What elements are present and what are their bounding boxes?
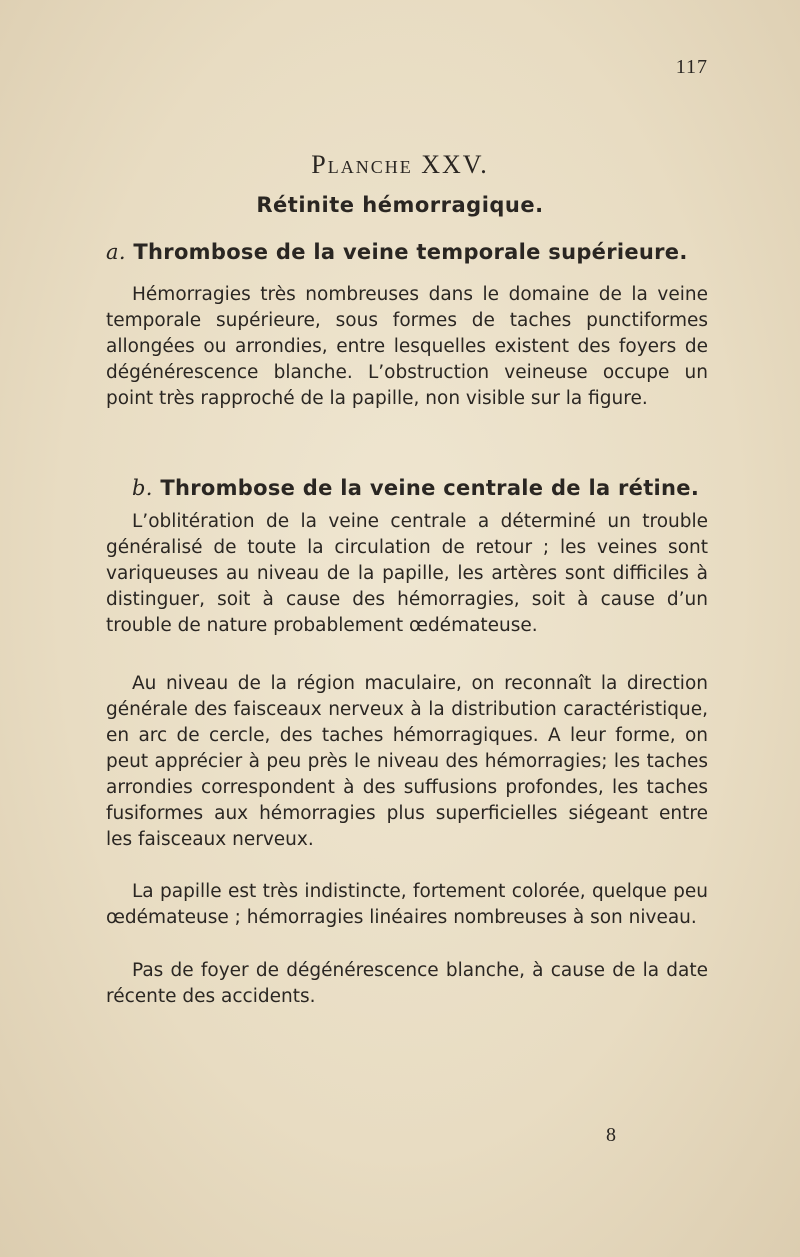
section-b-heading	[132, 476, 699, 500]
section-a-title: Thrombose de la veine temporale supérieure.	[133, 240, 688, 264]
plate-title: Planche XXV.	[311, 150, 489, 179]
section-b-title: Thrombose de la veine centrale de la rétine.	[160, 476, 700, 500]
page-number: 117	[675, 56, 708, 78]
section-a-paragraph: Hémorragies très nombreuses dans le domaine de la veine temporale supérieure, sous formes de taches punctiformes allongées ou arrondies, entre lesquelles existent des foyers de dégénérescence blanche. L’obstruction veineuse occupe un point très rapproché de la papille, non visible sur la figure.	[106, 284, 708, 409]
page-heading: Rétinite hémorragique.	[256, 193, 544, 217]
section-b-paragraph-1: L’oblitération de la veine centrale a déterminé un trouble généralisé de toute la circulation de retour ; les veines sont variqueuses au niveau de la papille, les artères sont difficiles à distinguer, soit à cause des hémorragies, soit à cause d’un trouble de nature probablement œdémateuse.	[106, 511, 708, 636]
section-b-letter: b.	[132, 476, 153, 500]
section-b-paragraph-2: Au niveau de la région maculaire, on reconnaît la direction générale des faisceaux nerveux à la distribution caractéristique, en arc de cercle, des taches hémorragiques. A leur forme, on peut apprécier à peu près le niveau des hémorragies; les taches arrondies correspondent à des suffusions profondes, les taches fusiformes aux hémorragies plus superficielles siégeant entre les faisceaux nerveux.	[106, 673, 708, 850]
section-a-heading	[106, 240, 688, 264]
section-a-letter: a.	[106, 240, 126, 264]
section-b-paragraph-4: Pas de foyer de dégénérescence blanche, à cause de la date récente des accidents.	[106, 960, 708, 1007]
section-b-paragraph-3: La papille est très indistincte, fortement colorée, quelque peu œdémateuse ; hémorragies linéaires nombreuses à son niveau.	[106, 881, 708, 928]
signature-mark: 8	[606, 1124, 616, 1146]
